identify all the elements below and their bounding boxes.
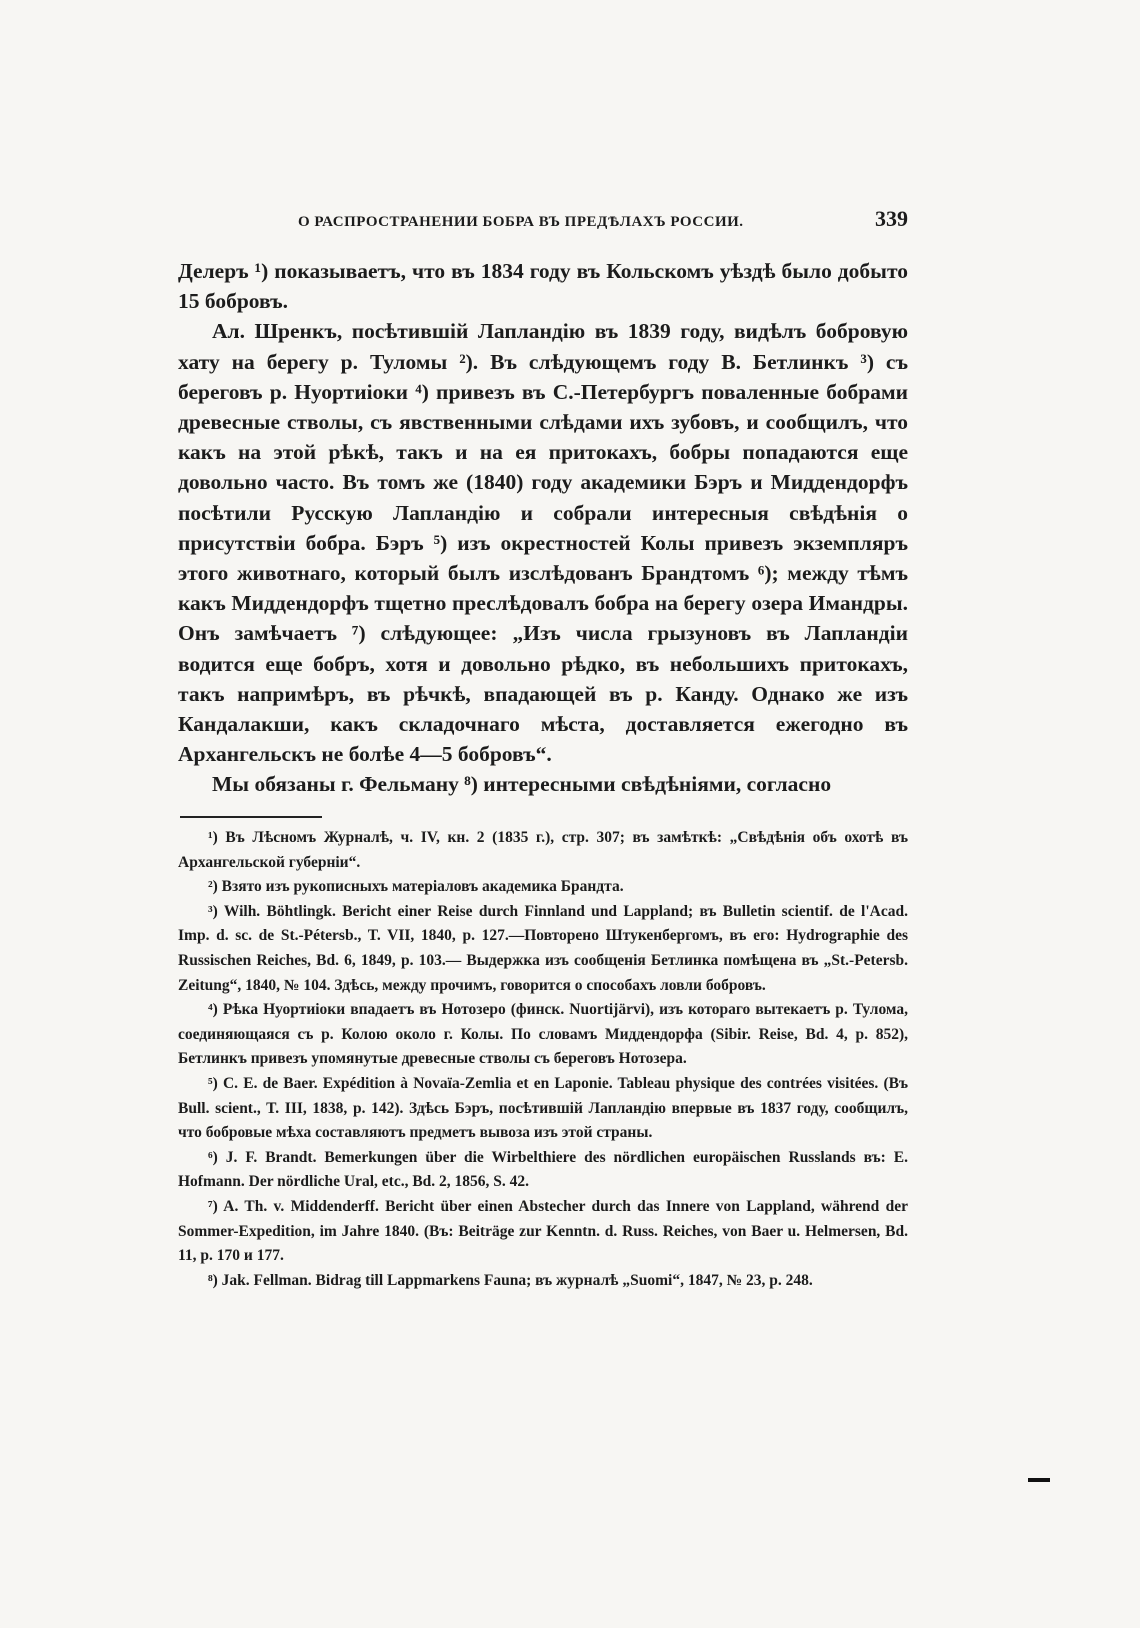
footnote: ³) Wilh. Böhtlingk. Bericht einer Reise durch Finnland und Lappland; въ Bulletin scientif. de l'Acad. Imp. d. sc. de St.-Pétersb., T. VII, 1840, p. 127.—Повторено Штукенбергомъ, въ его: Hydrographie des Russischen Reiches, Bd. 6, 1849, p. 103.— Выдержка изъ сообщенія Бетлинка помѣщена въ „St.-Petersb. Zeitung“, 1840, № 104. Здѣсь, между прочимъ, говорится о способахъ ловли бобровъ. bbox=[178, 902, 908, 994]
footnote: ⁶) J. F. Brandt. Bemerkungen über die Wirbelthiere des nördlichen europäischen Russlands въ: E. Hofmann. Der nördliche Ural, etc., Bd. 2, 1856, S. 42. bbox=[178, 1148, 908, 1191]
page-header bbox=[178, 206, 908, 242]
body-paragraph: Мы обязаны г. Фельману ⁸) интересными свѣдѣніями, согласно bbox=[212, 772, 832, 797]
page-number: 339 bbox=[875, 206, 908, 231]
footnote: ⁴) Рѣка Нуортиіоки впадаетъ въ Нотозеро (финск. Nuortijärvi), изъ котораго вытекаетъ р. Тулома, соединяющаяся съ р. Колою около г. Колы. По словамъ Миддендорфа (Sibir. Reise, Bd. 4, p. 852), Бетлинкъ привезъ упомянутые древесные стволы съ береговъ Нотозера. bbox=[178, 1001, 908, 1068]
footnote: ⁸) Jak. Fellman. Bidrag till Lappmarkens Fauna; въ журналѣ „Suomi“, 1847, № 23, p. 248. bbox=[208, 1271, 813, 1289]
footnote-divider bbox=[180, 816, 322, 818]
body-text bbox=[178, 256, 908, 800]
footnote: ¹) Въ Лѣсномъ Журналѣ, ч. IV, кн. 2 (1835 г.), стр. 307; въ замѣткѣ: „Свѣдѣнія объ охотѣ въ Архангельской губерніи“. bbox=[178, 829, 908, 871]
footnote: ²) Взято изъ рукописныхъ матеріаловъ академика Брандта. bbox=[208, 878, 624, 896]
margin-mark bbox=[1028, 1478, 1050, 1482]
body-paragraph: Ал. Шренкъ, посѣтившій Лапландію въ 1839 году, видѣлъ бобровую хату на берегу р. Туломы ²). Въ слѣдующемъ году В. Бетлинкъ ³) съ береговъ р. Нуортиіоки ⁴) привезъ въ С.-Петербургъ поваленные бобрами древесные стволы, съ явственными слѣдами ихъ зубовъ, и сообщилъ, что какъ на этой рѣкѣ, такъ и на ея притокахъ, бобры попадаются еще довольно часто. Въ томъ же (1840) году академики Бэръ и Миддендорфъ посѣтили Русскую Лапландію и собрали интересныя свѣдѣнія о присутствіи бобра. Бэръ ⁵) изъ окрестностей Колы привезъ экземпляръ этого животнаго, который былъ изслѣдованъ Брандтомъ ⁶); между тѣмъ какъ Миддендорфъ тщетно преслѣдовалъ бобра на берегу озера Имандры. Онъ замѣчаетъ ⁷) слѣдующее: „Изъ числа грызуновъ въ Лапландіи водится еще бобръ, хотя и довольно рѣдко, въ небольшихъ притокахъ, такъ напримѣръ, въ рѣчкѣ, впадающей въ р. Канду. Однако же изъ Кандалакши, какъ складочнаго мѣста, доставляется ежегодно въ Архангельскъ не болѣе 4—5 бобровъ“. bbox=[178, 319, 908, 767]
running-title: О РАСПРОСТРАНЕНИИ БОБРА ВЪ ПРЕДѢЛАХЪ РОССИИ. bbox=[298, 214, 744, 230]
footnote: ⁵) C. E. de Baer. Expédition à Novaïa-Zemlia et en Laponie. Tableau physique des contrées visitées. (Въ Bull. scient., T. III, 1838, p. 142). Здѣсь Бэръ, посѣтившій Лапландію впервые въ 1837 году, сообщилъ, что бобровые мѣха составляютъ предметъ вывоза изъ этой страны. bbox=[178, 1074, 908, 1142]
footnotes bbox=[178, 826, 908, 1293]
body-paragraph: Делеръ ¹) показываетъ, что въ 1834 году въ Кольскомъ уѣздѣ было добыто 15 бобровъ. bbox=[178, 259, 908, 314]
footnote: ⁷) A. Th. v. Middenderff. Bericht über einen Abstecher durch das Innere von Lappland, während der Sommer-Expedition, im Jahre 1840. (Въ: Beiträge zur Kenntn. d. Russ. Reiches, von Baer u. Helmersen, Bd. 11, p. 170 и 177. bbox=[178, 1197, 908, 1265]
